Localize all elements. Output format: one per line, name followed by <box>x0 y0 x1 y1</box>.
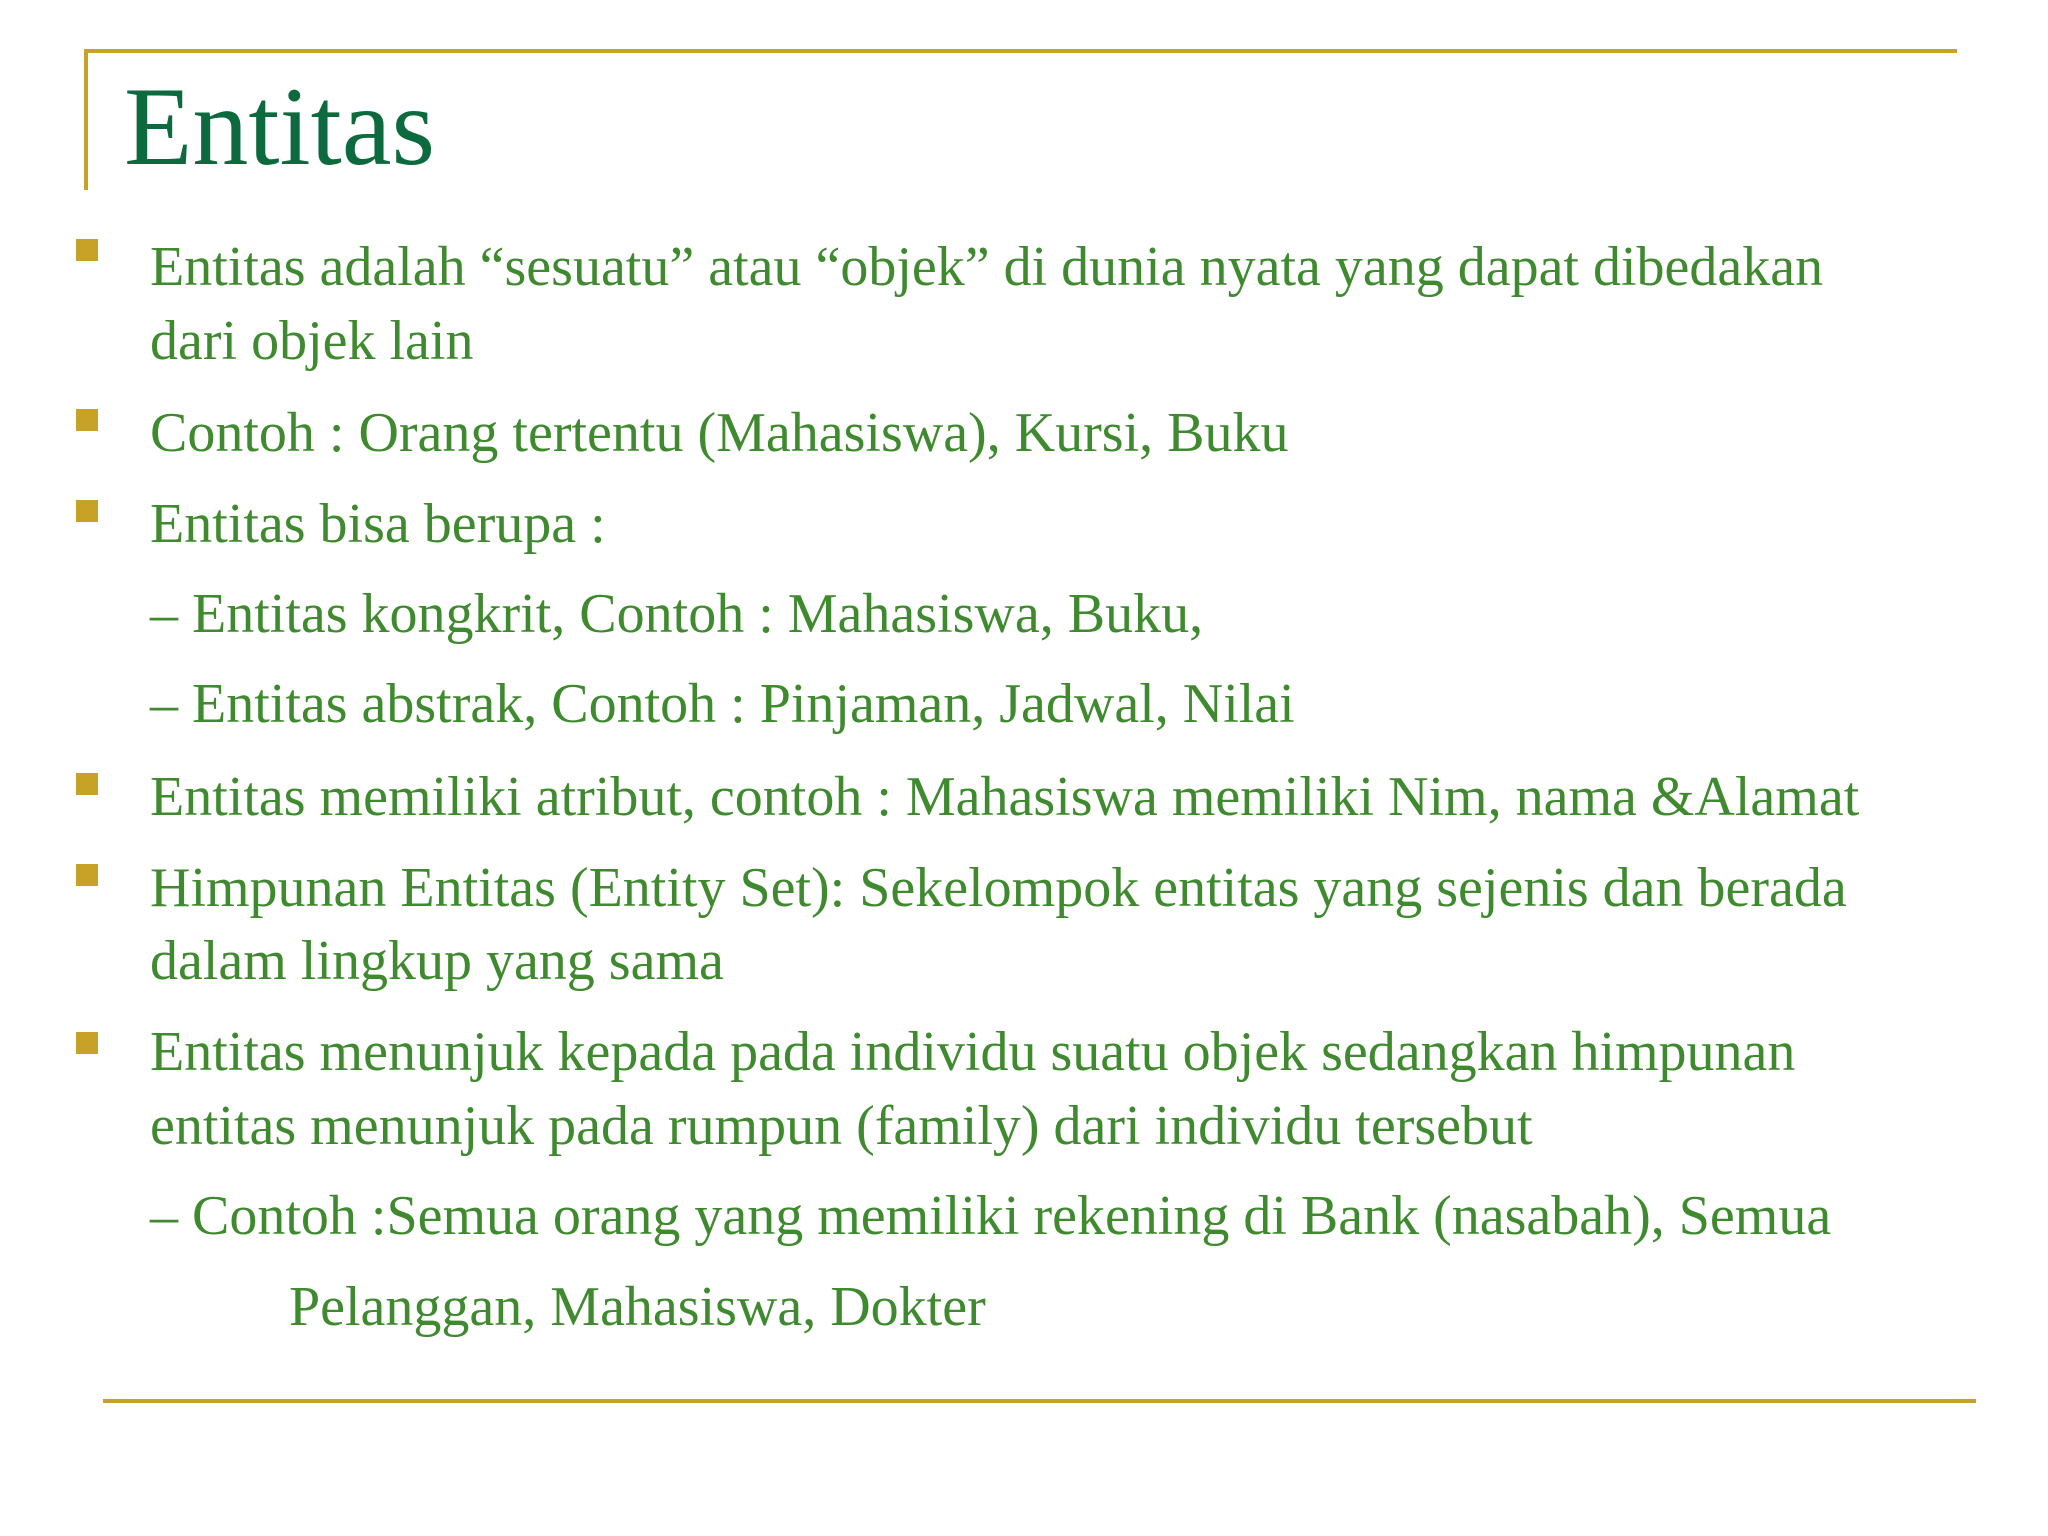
square-bullet-icon <box>76 500 98 522</box>
bullet-line: Himpunan Entitas (Entity Set): Sekelompok entitas yang sejenis dan berada <box>150 857 1847 919</box>
footer-rule <box>103 1399 1976 1403</box>
square-bullet-icon <box>76 409 98 431</box>
square-bullet-icon <box>76 239 98 261</box>
bullet-line-continuation: entitas menunjuk pada rumpun (family) dari individu tersebut <box>150 1095 1533 1157</box>
bullet-line-continuation: dalam lingkup yang sama <box>150 930 724 992</box>
sub-item-line: – Contoh :Semua orang yang memiliki rekening di Bank (nasabah), Semua <box>150 1185 1832 1247</box>
slide-title: Entitas <box>124 65 436 189</box>
square-bullet-icon <box>76 864 98 886</box>
square-bullet-icon <box>76 1032 98 1054</box>
sub-item-line: – Entitas abstrak, Contoh : Pinjaman, Jadwal, Nilai <box>150 673 1295 735</box>
bullet-line: Entitas adalah “sesuatu” atau “objek” di dunia nyata yang dapat dibedakan <box>150 236 1824 298</box>
sub-item-line: – Entitas kongkrit, Contoh : Mahasiswa, Buku, <box>150 583 1204 645</box>
bullet-line: Entitas bisa berupa : <box>150 493 606 555</box>
sub-item-line-continuation: Pelanggan, Mahasiswa, Dokter <box>289 1276 986 1338</box>
bullet-line: Entitas menunjuk kepada pada individu suatu objek sedangkan himpunan <box>150 1021 1796 1083</box>
bullet-line-continuation: dari objek lain <box>150 310 474 372</box>
bullet-line: Contoh : Orang tertentu (Mahasiswa), Kursi, Buku <box>150 402 1289 464</box>
square-bullet-icon <box>76 773 98 795</box>
bullet-line: Entitas memiliki atribut, contoh : Mahasiswa memiliki Nim, nama &Alamat <box>150 766 1860 828</box>
